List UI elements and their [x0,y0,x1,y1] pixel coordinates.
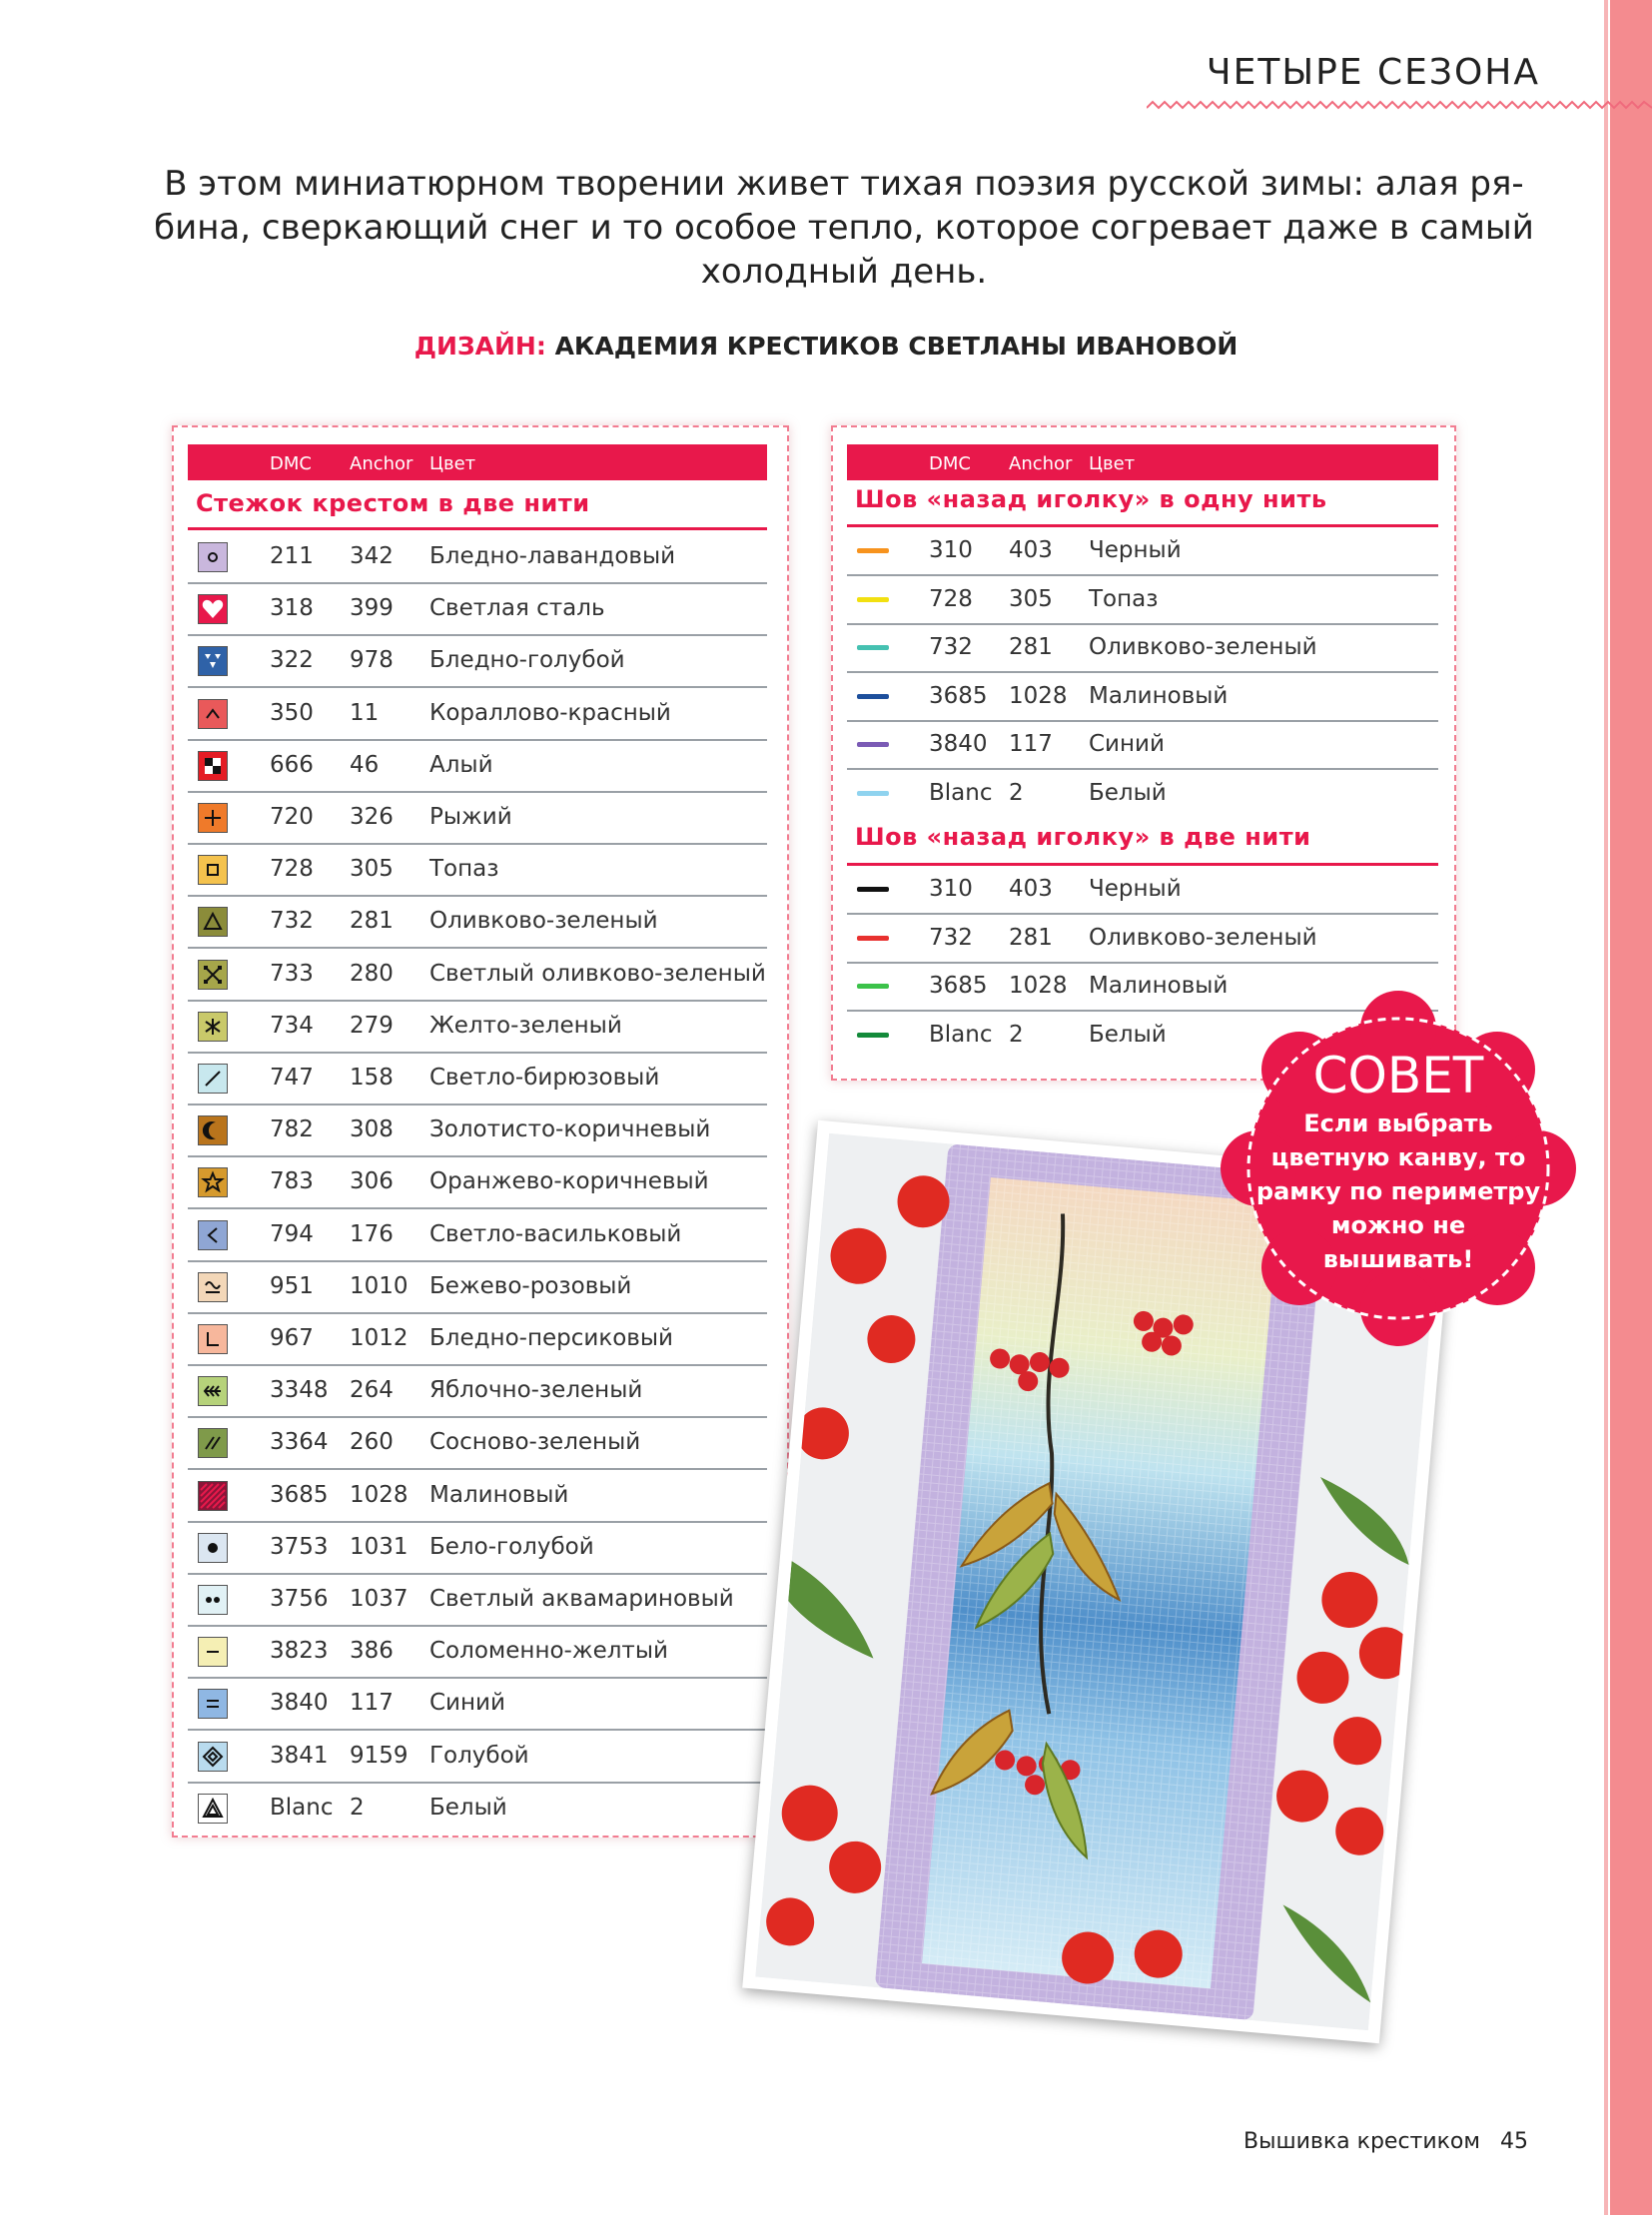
dmc-code: 666 [270,751,314,778]
page-footer [1243,2129,1528,2154]
stitch-line-icon [857,984,889,989]
table-row [188,1365,767,1418]
col-dmc: DMC [929,453,971,474]
color-name: Оливково-зеленый [1089,634,1317,660]
equals-icon [198,1689,228,1719]
dmc-code: Blanc [929,1021,993,1048]
dmc-code: 733 [270,960,314,987]
cross-stitch-key-table [172,425,789,1838]
tip-title: СОВЕТ [1312,1047,1484,1105]
dmc-code: 3685 [929,973,988,999]
anchor-code: 2 [1009,1021,1024,1048]
color-name: Синий [429,1690,505,1717]
asterisk-icon [198,1012,228,1042]
dmc-code: 3364 [270,1429,329,1456]
table-row [188,1470,767,1523]
anchor-code: 264 [350,1377,394,1404]
dmc-code: 747 [270,1065,314,1091]
corner-icon [198,1324,228,1354]
color-name: Черный [1089,537,1182,563]
tip-text [1221,1047,1576,1276]
anchor-code: 281 [1009,634,1053,660]
table-row [188,1105,767,1157]
color-name: Рыжий [429,804,512,830]
intro-paragraph [150,162,1538,294]
color-name: Оливково-зеленый [429,908,658,935]
col-anchor: Anchor [350,453,413,474]
backstitch-one-strand-title: Шов «назад иголку» в одну нить [855,485,1327,513]
book-title: Вышивка крестиком [1243,2129,1480,2154]
color-name: Черный [1089,876,1182,902]
anchor-code: 342 [350,543,394,569]
anchor-code: 305 [350,856,394,883]
color-name: Соломенно-желтый [429,1638,668,1665]
cross-stitch-section-title: Стежок крестом в две нити [196,489,590,517]
table-row [188,896,767,949]
anchor-code: 1037 [350,1586,409,1612]
color-name: Бледно-голубой [429,647,625,674]
anchor-code: 280 [350,960,394,987]
table-row [188,1678,767,1731]
dmc-code: 3756 [270,1586,329,1612]
tip-line: вышивать! [1322,1245,1474,1273]
stitch-line-icon [857,694,889,699]
star-icon [198,1167,228,1197]
triangle-icon [198,907,228,937]
diamond-icon [198,1742,228,1772]
intro-line: В этом миниатюрном творении живет тихая поэзия русской зимы: алая ря- [164,164,1524,204]
table-row [847,673,1438,722]
dmc-code: 322 [270,647,314,674]
color-name: Малиновый [1089,973,1229,999]
chevron-left-icon [198,1220,228,1250]
color-name: Сосново-зеленый [429,1429,641,1456]
color-name: Золотисто-коричневый [429,1116,711,1143]
anchor-code: 305 [1009,585,1053,612]
dmc-code: 782 [270,1116,314,1143]
anchor-code: 176 [350,1220,394,1247]
anchor-code: 403 [1009,537,1053,563]
stitch-line-icon [857,742,889,747]
cross-arrows-icon [198,960,228,990]
dmc-code: 350 [270,699,314,726]
anchor-code: 11 [350,699,380,726]
color-name: Бледно-лавандовый [429,543,676,569]
table-row [188,1574,767,1627]
color-name: Голубой [429,1742,529,1769]
square-icon [198,855,228,885]
table-row [847,721,1438,770]
dash-icon [198,1637,228,1667]
dmc-code: 728 [270,856,314,883]
table-row [188,635,767,688]
table-row [188,1731,767,1784]
heart-icon [198,594,228,624]
anchor-code: 1028 [350,1481,409,1508]
dmc-code: 318 [270,595,314,622]
table-row [188,1156,767,1209]
tip-body [1221,1107,1576,1276]
color-name: Топаз [1089,585,1159,612]
col-dmc: DMC [270,453,312,474]
dmc-code: 3348 [270,1377,329,1404]
anchor-code: 978 [350,647,394,674]
color-name: Бело-голубой [429,1533,594,1560]
table-row [188,1053,767,1106]
anchor-code: 386 [350,1638,394,1665]
table-row [188,844,767,897]
section-rule [188,527,767,530]
table-row [188,792,767,845]
dmc-code: 967 [270,1325,314,1351]
color-name: Оранжево-коричневый [429,1168,709,1195]
col-color: Цвет [1089,453,1136,474]
arrows-icon [198,1376,228,1406]
stitch-line-icon [857,791,889,796]
intro-line: холодный день. [700,252,988,292]
color-name: Кораллово-красный [429,699,671,726]
dmc-code: 3823 [270,1638,329,1665]
dmc-code: 3840 [270,1690,329,1717]
anchor-code: 279 [350,1012,394,1039]
tip-line: цветную канву, то [1270,1143,1526,1171]
zigzag-divider [1147,100,1652,112]
table-row [188,1209,767,1262]
table-row [188,531,767,584]
plus-icon [198,803,228,833]
dmc-code: 3753 [270,1533,329,1560]
anchor-code: 326 [350,804,394,830]
page-number: 45 [1500,2129,1528,2154]
anchor-code: 46 [350,751,380,778]
stitch-line-icon [857,887,889,892]
dmc-code: 310 [929,537,973,563]
dmc-code: 3840 [929,731,988,757]
anchor-code: 1031 [350,1533,409,1560]
table-row [188,740,767,793]
dmc-code: 211 [270,543,314,569]
anchor-code: 260 [350,1429,394,1456]
table-row [188,583,767,636]
anchor-code: 281 [350,908,394,935]
color-name: Светло-бирюзовый [429,1065,660,1091]
anchor-code: 117 [1009,731,1053,757]
stitch-line-icon [857,1033,889,1038]
dmc-code: 310 [929,876,973,902]
triple-triangle-icon [198,646,228,676]
color-name: Топаз [429,856,499,883]
caret-up-icon [198,699,228,729]
table-row [188,1417,767,1470]
color-name: Синий [1089,731,1165,757]
table-row [188,688,767,741]
hatch-icon [198,1481,228,1511]
anchor-code: 308 [350,1116,394,1143]
dmc-code: 3685 [270,1481,329,1508]
stitch-line-icon [857,645,889,650]
color-name: Светло-васильковый [429,1220,682,1247]
table-header [847,444,1438,480]
anchor-code: 306 [350,1168,394,1195]
anchor-code: 2 [350,1794,365,1821]
design-value: АКАДЕМИЯ КРЕСТИКОВ СВЕТЛАНЫ ИВАНОВОЙ [554,332,1239,361]
stitch-line-icon [857,936,889,941]
color-name: Яблочно-зеленый [429,1377,643,1404]
dmc-code: 3841 [270,1742,329,1769]
dmc-code: 720 [270,804,314,830]
dmc-code: Blanc [270,1794,334,1821]
triangle-bold-icon [198,1794,228,1824]
anchor-code: 117 [350,1690,394,1717]
table-row [847,576,1438,625]
color-name: Малиновый [1089,682,1229,709]
dmc-code: 732 [929,634,973,660]
dmc-code: 783 [270,1168,314,1195]
slash-icon [198,1064,228,1094]
color-name: Белый [429,1794,507,1821]
backstitch-two-strand-title: Шов «назад иголку» в две нити [855,823,1311,851]
col-anchor: Anchor [1009,453,1073,474]
tip-line: можно не [1330,1211,1466,1239]
wave-icon [198,1272,228,1302]
dmc-code: 728 [929,585,973,612]
table-row [847,770,1438,817]
dmc-code: Blanc [929,779,993,806]
anchor-code: 9159 [350,1742,409,1769]
circle-small-icon [198,542,228,572]
table-header [188,444,767,480]
dmc-code: 732 [929,924,973,951]
anchor-code: 158 [350,1065,394,1091]
dmc-code: 734 [270,1012,314,1039]
table-row [847,915,1438,964]
table-row [188,949,767,1002]
double-slash-icon [198,1428,228,1458]
color-name: Бледно-персиковый [429,1325,673,1351]
section-title: ЧЕТЫРЕ СЕЗОНА [1206,52,1540,93]
tip-line: рамку по периметру [1255,1177,1541,1205]
table-row [188,1261,767,1314]
table-row [847,527,1438,576]
intro-line: бина, сверкающий снег и то особое тепло, которое согревает даже в самый [154,208,1534,248]
anchor-code: 281 [1009,924,1053,951]
two-dots-icon [198,1585,228,1615]
col-color: Цвет [429,453,476,474]
moon-icon [198,1115,228,1145]
checker-icon [198,751,228,781]
anchor-code: 1028 [1009,682,1068,709]
anchor-code: 1010 [350,1272,409,1299]
dmc-code: 951 [270,1272,314,1299]
color-name: Оливково-зеленый [1089,924,1317,951]
dmc-code: 732 [270,908,314,935]
stitch-line-icon [857,548,889,553]
dmc-code: 3685 [929,682,988,709]
table-row [188,1626,767,1679]
anchor-code: 399 [350,595,394,622]
color-name: Светлый аквамариновый [429,1586,734,1612]
color-name: Желто-зеленый [429,1012,622,1039]
color-name: Белый [1089,779,1167,806]
color-name: Светлая сталь [429,595,605,622]
color-name: Бежево-розовый [429,1272,632,1299]
table-row [847,866,1438,915]
table-row [188,1313,767,1366]
dmc-code: 794 [270,1220,314,1247]
table-row [188,1001,767,1054]
anchor-code: 1012 [350,1325,409,1351]
color-name: Белый [1089,1021,1167,1048]
color-name: Малиновый [429,1481,569,1508]
design-label: ДИЗАЙН: [413,332,546,361]
color-name: Светлый оливково-зеленый [429,960,766,987]
anchor-code: 1028 [1009,973,1068,999]
table-row [188,1522,767,1575]
table-row [847,624,1438,673]
anchor-code: 403 [1009,876,1053,902]
table-row [188,1783,767,1834]
dot-icon [198,1533,228,1563]
stitch-line-icon [857,597,889,602]
backstitch-key-table [831,425,1456,1081]
anchor-code: 2 [1009,779,1024,806]
tip-line: Если выбрать [1303,1109,1493,1137]
color-name: Алый [429,751,493,778]
design-credit [0,332,1652,361]
